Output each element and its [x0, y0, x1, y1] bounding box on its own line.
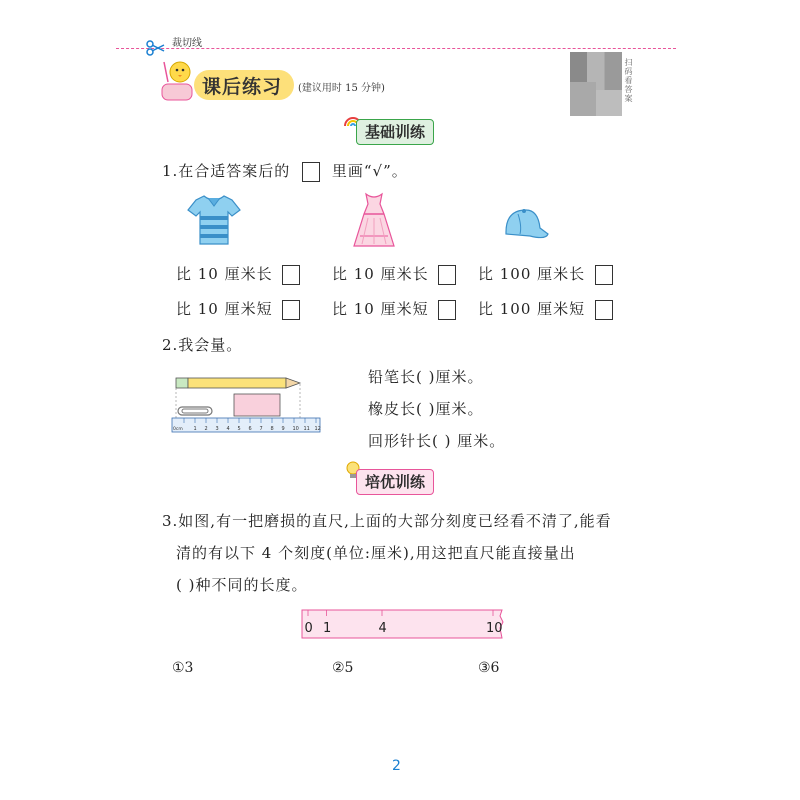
q3-line3: ( )种不同的长度。	[176, 576, 308, 594]
ruler-tick-label: 11	[303, 426, 310, 432]
qr-code[interactable]	[570, 52, 622, 116]
ruler-tick-label: 10	[292, 426, 299, 432]
worn-ruler-label: 4	[378, 621, 387, 636]
ruler-tick-label: 12	[314, 426, 321, 432]
ruler-tick-label: 8	[270, 426, 274, 432]
ruler-unit-label: 0cm	[173, 427, 183, 432]
q3-option-3[interactable]: ③6	[478, 660, 500, 676]
measure-figure	[170, 370, 322, 438]
ruler-tick-label: 7	[259, 426, 263, 432]
checkbox[interactable]	[438, 265, 456, 285]
q1-item1-opt-b	[176, 298, 300, 320]
scissors-icon	[146, 40, 166, 60]
checkbox[interactable]	[595, 300, 613, 320]
q2-line-pencil: 铅笔长( )厘米。	[368, 368, 484, 386]
q1-prompt-after: 里画“√”。	[331, 162, 408, 180]
q1-item2-opt-a-label: 比 10 厘米长	[332, 265, 429, 283]
q3-line2: 清的有以下 4 个刻度(单位:厘米),用这把直尺能直接量出	[176, 544, 576, 562]
q1-item3-opt-b-label: 比 100 厘米短	[478, 300, 586, 318]
q2-line-clip: 回形针长( ) 厘米。	[368, 432, 506, 450]
worn-ruler-label: 1	[323, 621, 332, 636]
ruler-tick-label: 6	[248, 426, 252, 432]
section-basic: 基础训练	[356, 119, 434, 145]
ruler-tick-label: 4	[226, 426, 230, 432]
checkbox[interactable]	[438, 300, 456, 320]
worn-ruler-label: 10	[486, 621, 503, 636]
worn-ruler	[300, 608, 506, 644]
banner-title: 课后练习	[202, 76, 283, 98]
ruler-tick-label: 1	[193, 426, 197, 432]
cap-icon	[500, 206, 552, 246]
banner-subtitle: (建议用时 15 分钟)	[298, 83, 385, 94]
dress-icon	[352, 192, 396, 252]
qr-caption: 扫码看答案	[624, 58, 633, 103]
ruler-tick-label: 3	[215, 426, 219, 432]
ruler-tick-label: 2	[204, 426, 208, 432]
q1-item3-opt-a-label: 比 100 厘米长	[478, 265, 586, 283]
q1-item3-opt-a	[478, 263, 613, 285]
checkbox[interactable]	[282, 300, 300, 320]
q1-item1-opt-b-label: 比 10 厘米短	[176, 300, 273, 318]
q2-prompt: 2.我会量。	[162, 336, 243, 354]
shirt-icon	[186, 194, 242, 250]
q1-item2-opt-b	[332, 298, 456, 320]
ruler-tick-label: 5	[237, 426, 241, 432]
q1-prompt-before: 1.在合适答案后的	[162, 162, 291, 180]
q1-prompt	[162, 160, 408, 182]
q1-item2-opt-a	[332, 263, 456, 285]
page-number: 2	[392, 758, 401, 774]
q1-item3-opt-b	[478, 298, 613, 320]
section-advanced: 培优训练	[356, 469, 434, 495]
mascot-icon	[158, 58, 198, 106]
q1-item2-opt-b-label: 比 10 厘米短	[332, 300, 429, 318]
checkbox[interactable]	[595, 265, 613, 285]
checkbox[interactable]	[282, 265, 300, 285]
cut-label: 裁切线	[172, 38, 202, 49]
q1-item1-opt-a-label: 比 10 厘米长	[176, 265, 273, 283]
worn-ruler-label: 0	[304, 621, 313, 636]
q3-option-2[interactable]: ②5	[332, 660, 354, 676]
q3-line1: 3.如图,有一把磨损的直尺,上面的大部分刻度已经看不清了,能看	[162, 512, 612, 530]
ruler-tick-label: 9	[281, 426, 285, 432]
q3-option-1[interactable]: ①3	[172, 660, 194, 676]
q1-item1-opt-a	[176, 263, 300, 285]
q2-line-eraser: 橡皮长( )厘米。	[368, 400, 484, 418]
q1-example-box	[302, 162, 320, 182]
